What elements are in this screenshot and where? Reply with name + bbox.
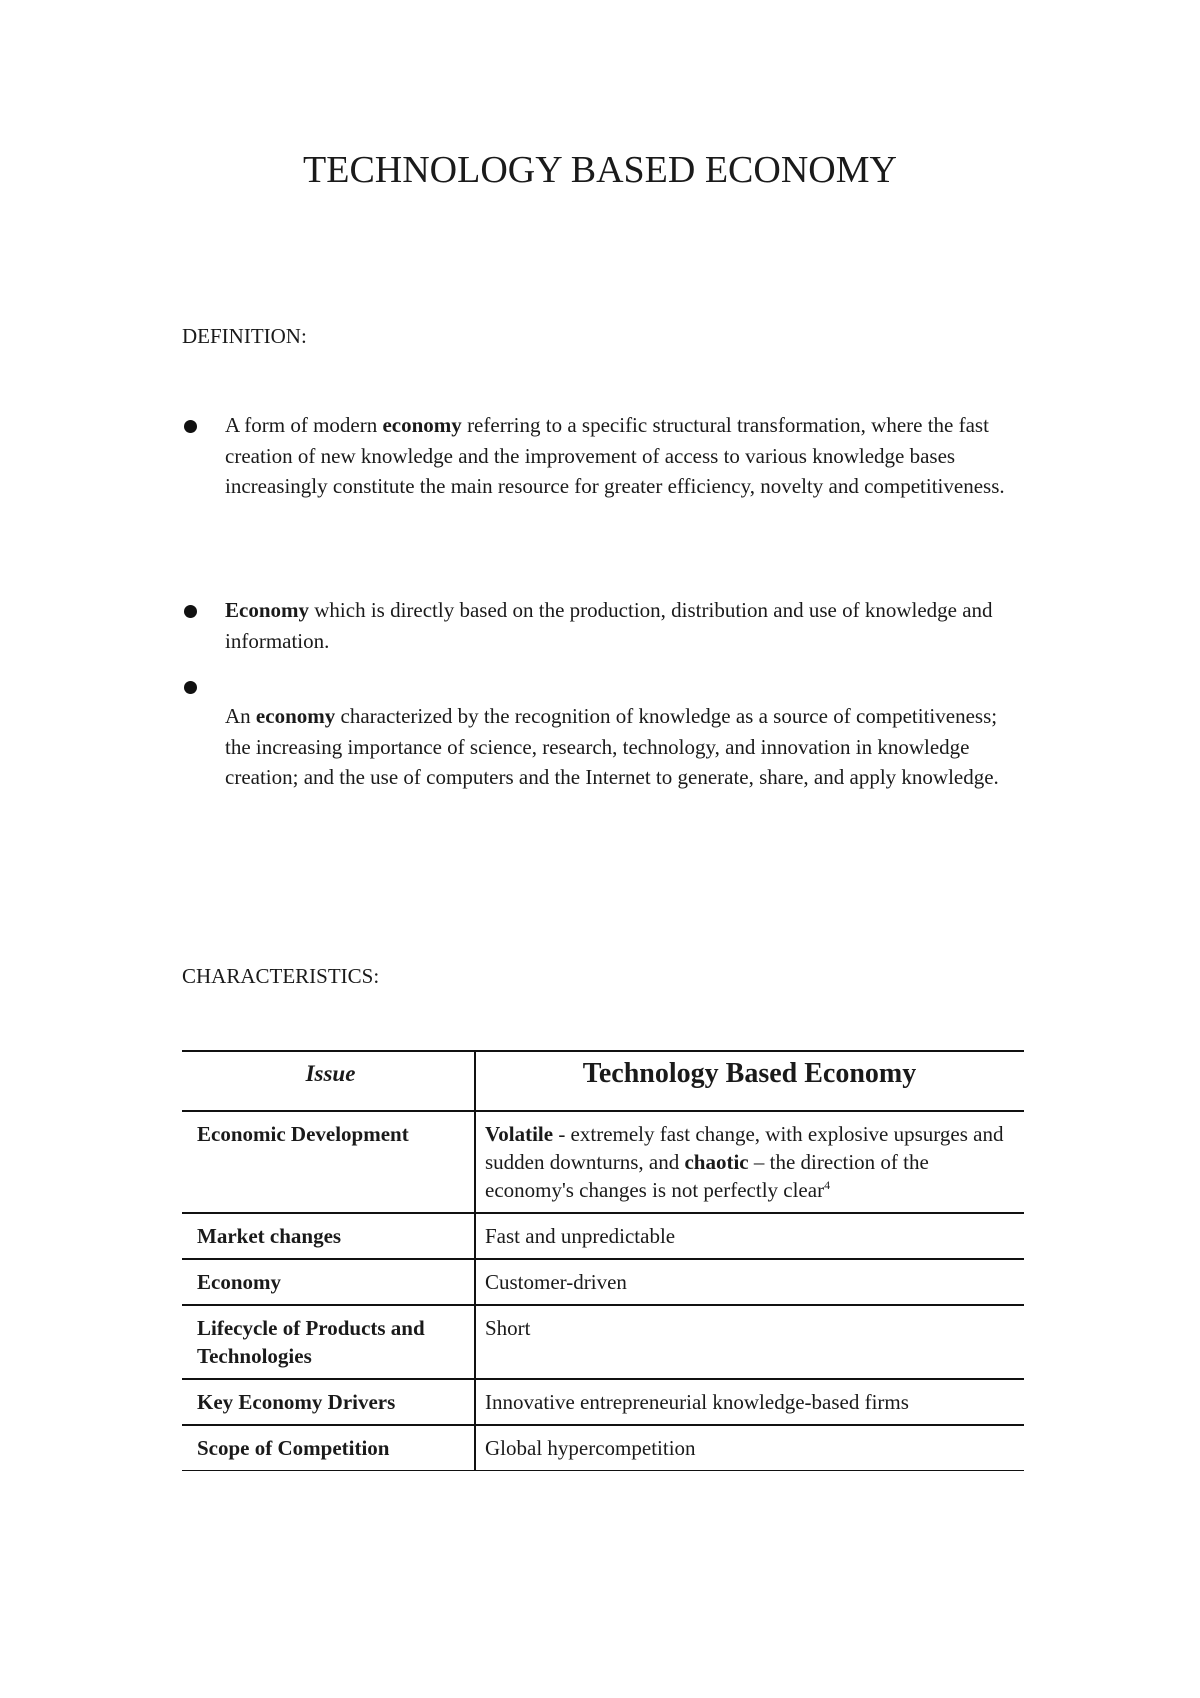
table-header-row [182,1051,1024,1111]
row-label: Market changes [182,1213,475,1259]
row-label: Key Economy Drivers [182,1379,475,1425]
bullet-dot-icon [184,605,197,618]
row-value: Customer-driven [475,1259,1024,1305]
footnote-marker: 4 [824,1178,831,1192]
definition-text: An economy characterized by the recognition of knowledge as a source of competitiveness; the increasing importance of science, research, technology, and innovation in knowledge creation; and the use of computers and the Internet to generate, share, and apply knowledge. [225,704,999,789]
document-title: TECHNOLOGY BASED ECONOMY [303,149,897,191]
definition-text: Economy which is directly based on the production, distribution and use of knowledge and information. [225,598,993,653]
table-row [182,1425,1024,1471]
characteristics-table [182,1050,1024,1471]
row-label: Economy [182,1259,475,1305]
table-row [182,1111,1024,1213]
table-row [182,1305,1024,1379]
definition-text: A form of modern economy referring to a specific structural transformation, where the fast creation of new knowledge and the improvement of access to various knowledge bases increasingly constitute the main resource for greater efficiency, novelty and competitiveness. [225,413,1005,498]
header-technology-based-economy: Technology Based Economy [475,1051,1024,1111]
bullet-dot-icon [184,420,197,433]
row-value: Volatile - extremely fast change, with explosive upsurges and sudden downturns, and chaotic – the direction of the economy's changes is not perfectly clear$^4$ [475,1111,1024,1213]
table-row [182,1379,1024,1425]
row-value: Innovative entrepreneurial knowledge-based firms [475,1379,1024,1425]
table-row [182,1213,1024,1259]
row-value: Global hypercompetition [475,1425,1024,1471]
row-label: Lifecycle of Products and Technologies [182,1305,475,1379]
row-value: Fast and unpredictable [475,1213,1024,1259]
header-issue: Issue [182,1051,475,1111]
definition-heading: DEFINITION: [182,324,307,348]
table-row [182,1259,1024,1305]
row-label: Scope of Competition [182,1425,475,1471]
characteristics-heading: CHARACTERISTICS: [182,964,380,988]
row-label: Economic Development [182,1111,475,1213]
bullet-dot-icon [184,681,197,694]
row-value: Short [475,1305,1024,1379]
